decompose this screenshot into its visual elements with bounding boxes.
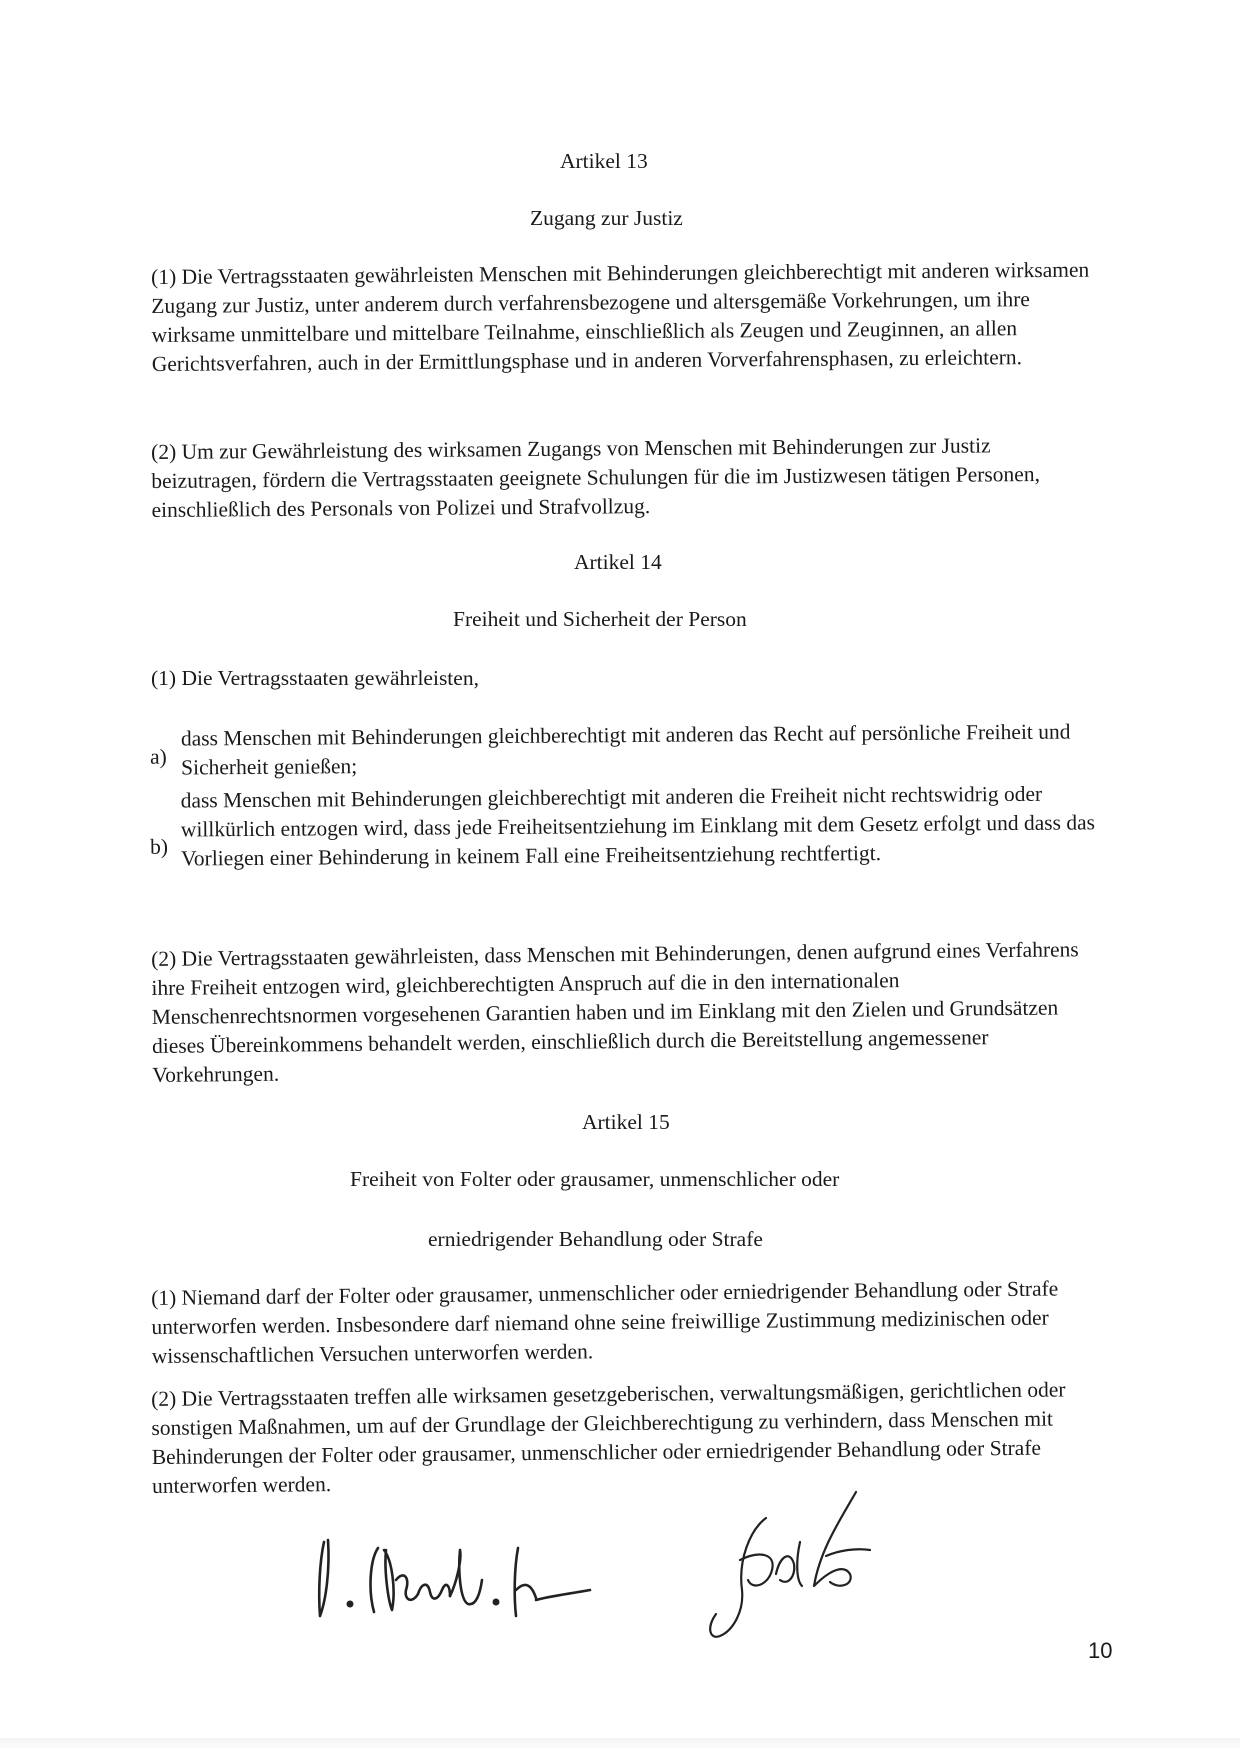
- article-15-number: Artikel 15: [582, 1110, 670, 1134]
- article-13-paragraph-1: (1) Die Vertragsstaaten gewährleisten Menschen mit Behinderungen gleichberechtigt mit anderen wirksamen Zugang zur Justiz, unter anderem durch verfahrensbezogene und altersgemäße Vorkehrungen, um ihre wirksame unmittelbare und mittelbare Teilnahme, einschließlich als Zeugen und Zeuginnen, an allen Gerichtsverfahren, auch in der Ermittlungsphase und in anderen Vorverfahrensphasen, zu erleichtern.: [151, 257, 1090, 376]
- article-14-paragraph-1-intro: (1) Die Vertragsstaaten gewährleisten,: [151, 666, 479, 690]
- list-item-a-text: dass Menschen mit Behinderungen gleichberechtigt mit anderen das Recht auf persönliche Freiheit und Sicherheit genießen;: [180, 719, 1071, 780]
- article-15-paragraph-2: (2) Die Vertragsstaaten treffen alle wirksamen gesetzgeberischen, verwaltungsmäßigen, gerichtlichen oder sonstigen Maßnahmen, um auf der Grundlage der Gleichberechtigung zu verhindern, dass Menschen mit Behinderungen der Folter oder grausamer, unmenschlicher oder erniedrigender Behandlung oder Strafe unterworfen werden.: [151, 1377, 1066, 1498]
- page-number: 10: [1088, 1638, 1113, 1663]
- article-14-paragraph-2: (2) Die Vertragsstaaten gewährleisten, dass Menschen mit Behinderungen, denen aufgrund eines Verfahrens ihre Freiheit entzogen wird, gleichberechtigten Anspruch auf die in den internationalen Menschenrechtsnormen vorgesehenen Garantien haben und im Einklang mit den Zielen und Grundsätzen dieses Übereinkommens behandelt werden, einschließlich durch die Bereitstellung angemessener Vorkehrungen.: [151, 937, 1079, 1087]
- article-14-number: Artikel 14: [574, 550, 662, 574]
- article-14-list-item-b: [150, 779, 1111, 907]
- article-13-title: Zugang zur Justiz: [530, 206, 683, 230]
- article-15-paragraph-1: (1) Niemand darf der Folter oder grausamer, unmenschlicher oder erniedrigender Behandlung oder Strafe unterworfen werden. Insbesondere darf niemand ohne seine freiwillige Zustimmung medizinischen oder wissenschaftlichen Versuchen unterworfen werden.: [151, 1276, 1059, 1368]
- signature-right: [680, 1490, 910, 1650]
- article-13-paragraph-2: (2) Um zur Gewährleistung des wirksamen Zugangs von Menschen mit Behinderungen zur Justiz beizutragen, fördern die Vertragsstaaten geeignete Schulungen für die im Justizwesen tätigen Personen, einschließlich des Personals von Polizei und Strafvollzug.: [151, 433, 1040, 522]
- article-15-title-line-1: Freiheit von Folter oder grausamer, unmenschlicher oder: [350, 1167, 840, 1191]
- article-14-title: Freiheit und Sicherheit der Person: [453, 607, 747, 631]
- article-15-title-line-2: erniedrigender Behandlung oder Strafe: [428, 1227, 763, 1251]
- signature-left: [300, 1520, 600, 1630]
- list-marker-b: b): [149, 834, 169, 859]
- article-13-number: Artikel 13: [560, 149, 648, 173]
- scan-bottom-edge: [0, 1738, 1240, 1748]
- list-item-b-text: dass Menschen mit Behinderungen gleichberechtigt mit anderen die Freiheit nicht rechtswidrig oder willkürlich entzogen wird, dass jede Freiheitsentziehung im Einklang mit dem Gesetz erfolgt und dass das Vorliegen einer Behinderung in keinem Fall eine Freiheitsentziehung rechtfertigt.: [180, 781, 1096, 871]
- list-marker-a: a): [149, 744, 167, 769]
- article-14-list-item-a: [150, 717, 1110, 785]
